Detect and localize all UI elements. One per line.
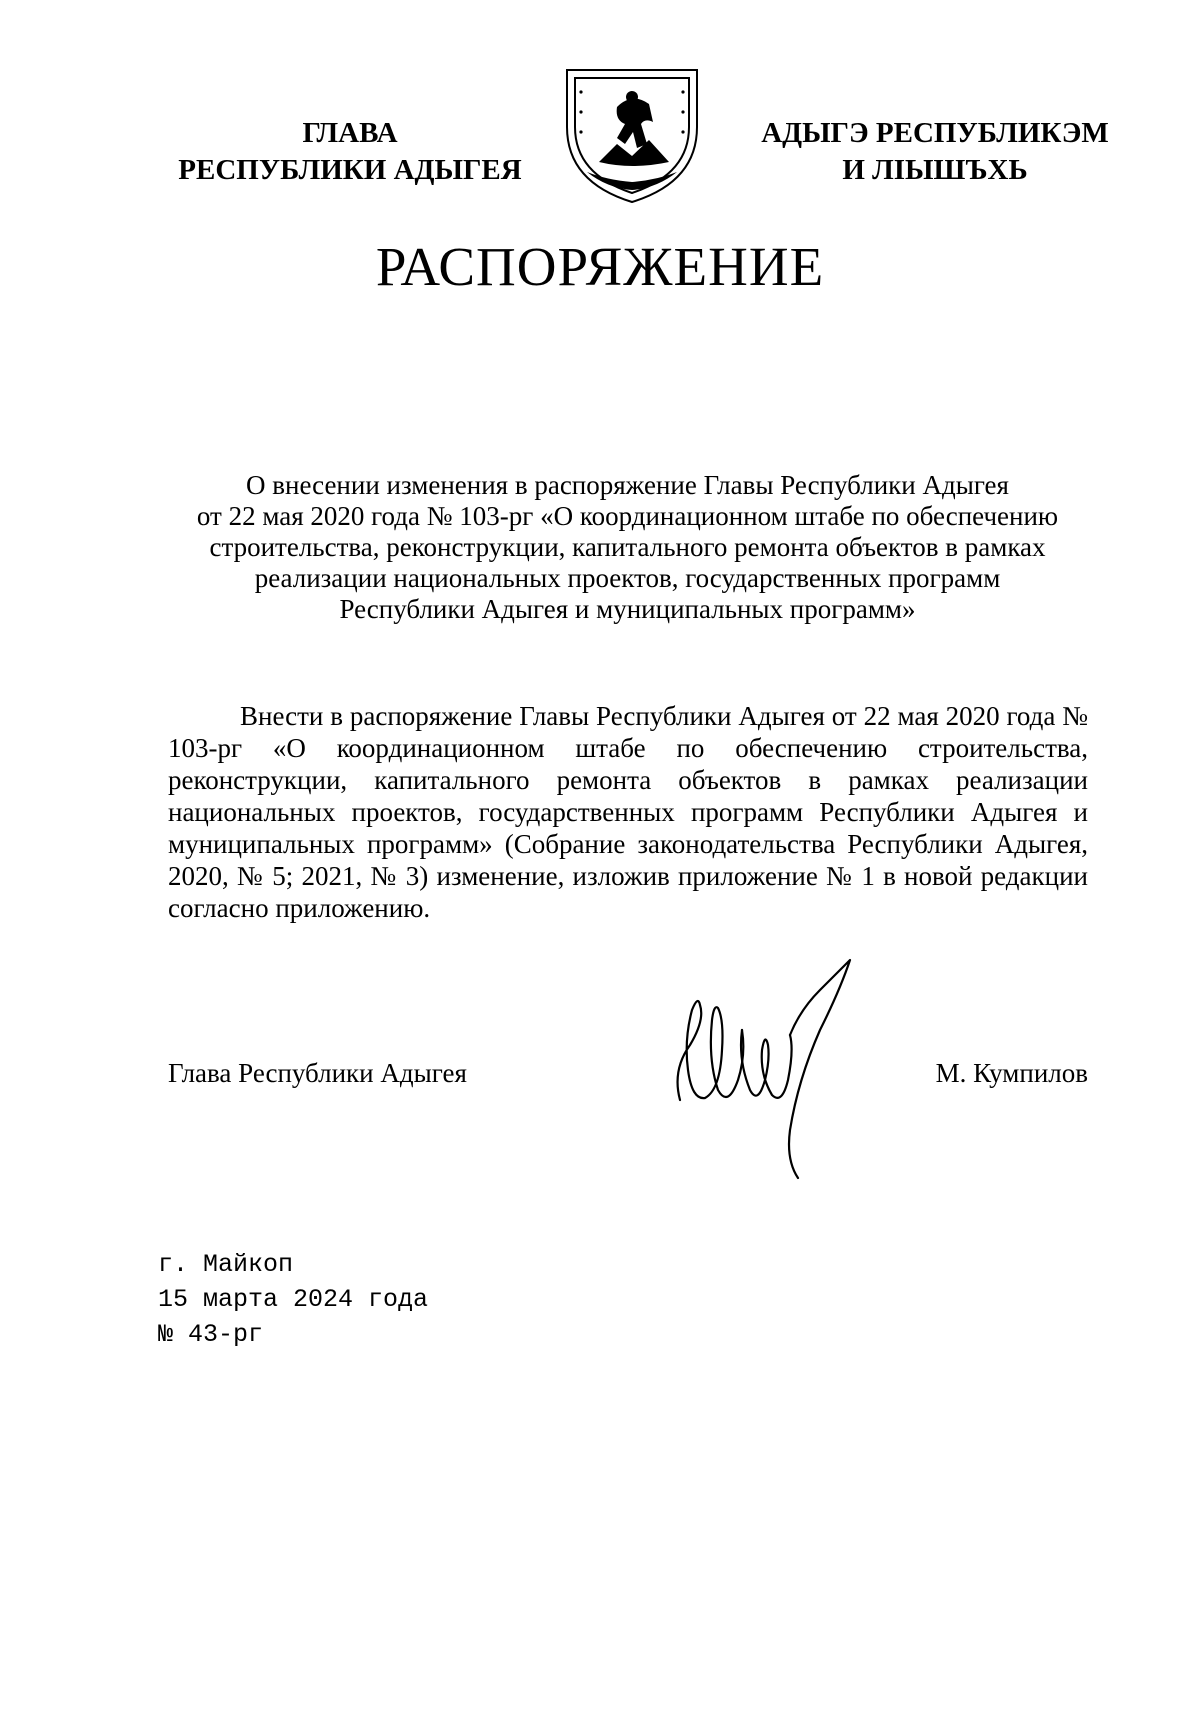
subject-line: реализации национальных проектов, государственных программ: [254, 563, 1001, 593]
document-subject: [160, 470, 1095, 625]
signatory-name: М. Кумпилов: [935, 1058, 1088, 1088]
subject-line: О внесении изменения в распоряжение Главы Республики Адыгея: [246, 470, 1009, 500]
header-left: [150, 115, 550, 189]
header-right-line1: АДЫГЭ РЕСПУБЛИКЭМ: [761, 117, 1109, 149]
header-left-line2: РЕСПУБЛИКИ АДЫГЕЯ: [178, 154, 522, 186]
document-footer: [158, 1247, 428, 1352]
subject-line: от 22 мая 2020 года № 103-рг «О координационном штабе по обеспечению: [196, 501, 1059, 531]
header-left-line1: ГЛАВА: [302, 117, 398, 149]
handwritten-signature-icon: [670, 950, 890, 1180]
footer-date: 15 марта 2024 года: [158, 1285, 429, 1314]
footer-city: г. Майкоп: [158, 1250, 294, 1279]
subject-line: строительства, реконструкции, капитального ремонта объектов в рамках: [209, 532, 1046, 562]
header-right-line2: И ЛIЫШЪХЬ: [842, 154, 1028, 186]
coat-of-arms-icon: [557, 52, 707, 207]
document-type: РАСПОРЯЖЕНИЕ: [375, 236, 825, 297]
header-right: [735, 115, 1135, 189]
signatory-position: Глава Республики Адыгея: [168, 1058, 467, 1088]
footer-number: № 43-рг: [158, 1320, 264, 1349]
subject-line: Республики Адыгея и муниципальных программ»: [339, 594, 916, 624]
body-paragraph: Внести в распоряжение Главы Республики Адыгея от 22 мая 2020 года № 103-рг «О координационном штабе по обеспечению строительства, реконструкции, капитального ремонта объектов в рамках реализации национальных проектов, государственных программ Республики Адыгея и муниципальных программ» (Собрание законодательства Республики Адыгея, 2020, № 5; 2021, № 3) изменение, изложив приложение № 1 в новой редакции согласно приложению.: [168, 701, 1088, 923]
